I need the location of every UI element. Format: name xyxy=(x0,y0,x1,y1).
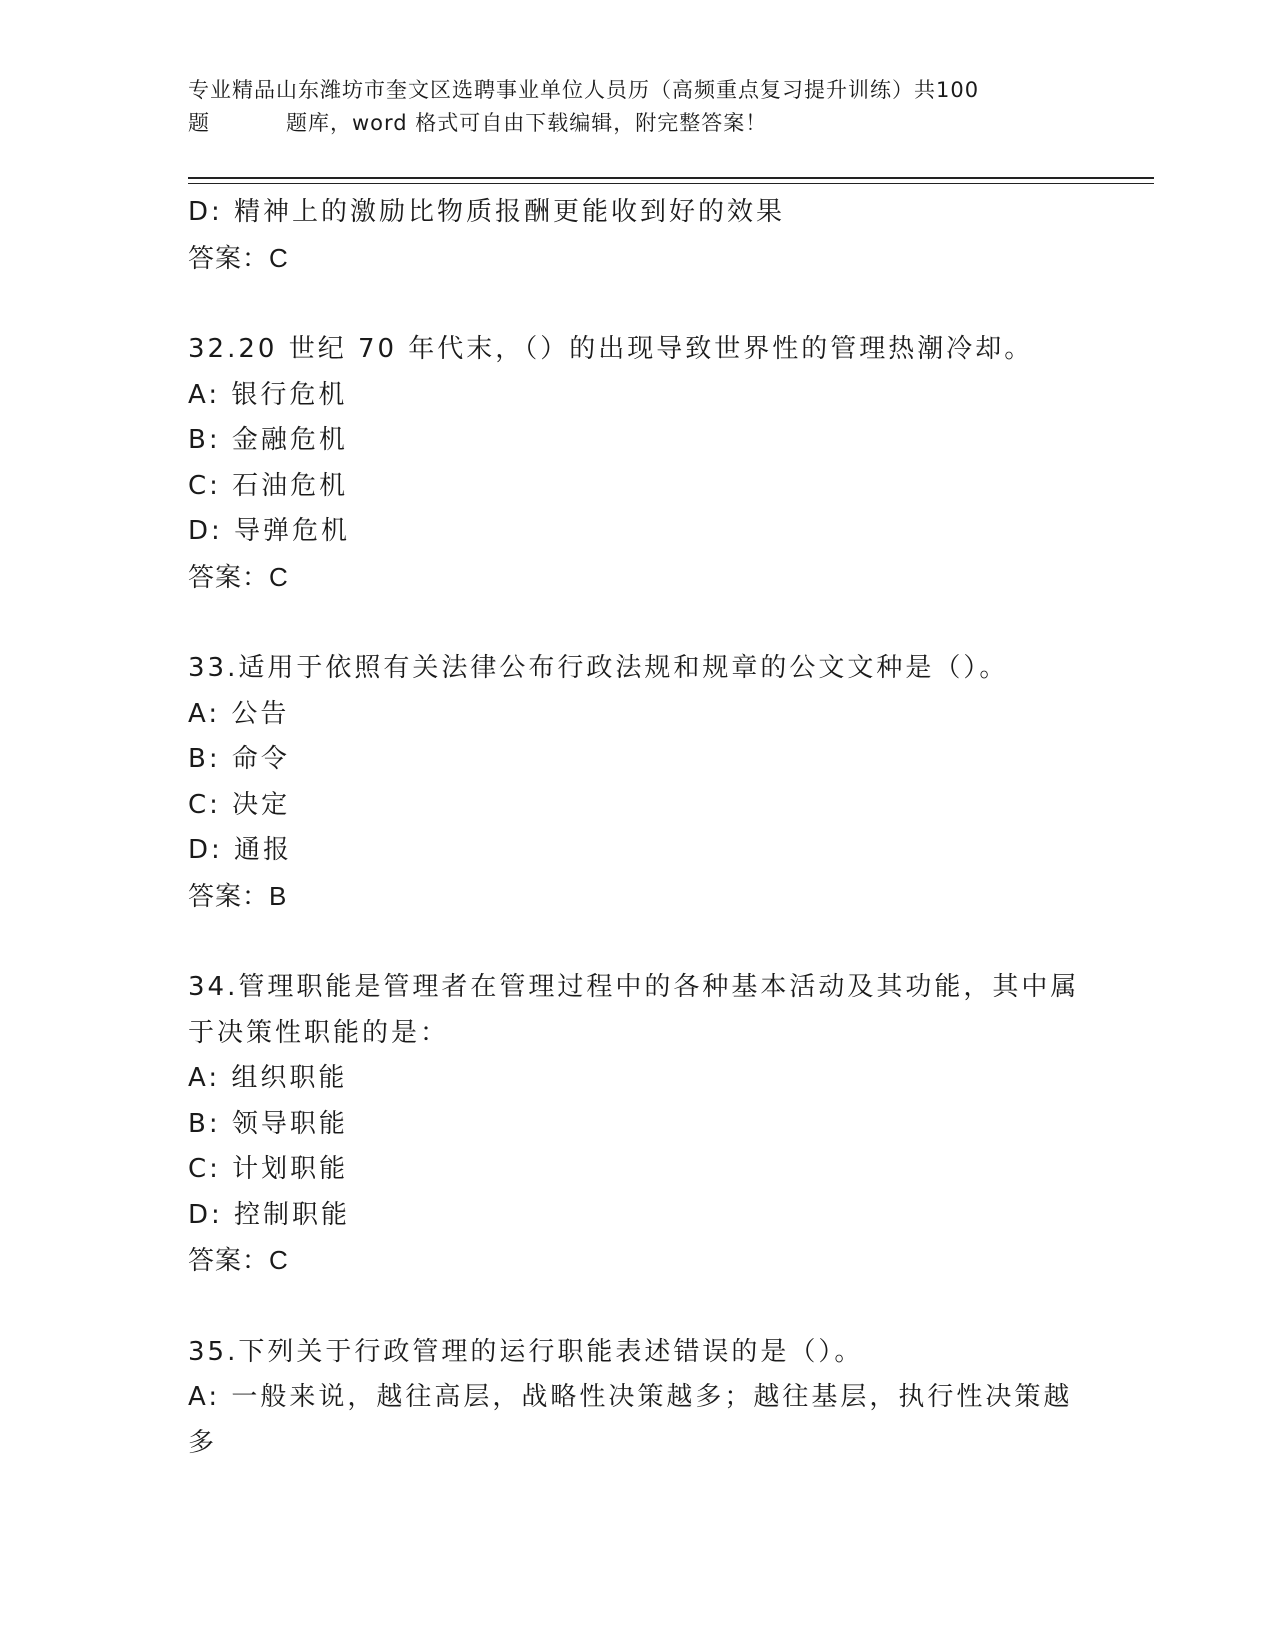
option-b: B: 金融危机 xyxy=(188,425,348,455)
question-35 xyxy=(188,1330,1088,1467)
question-32 xyxy=(188,327,1088,600)
answer-line: 答案：C xyxy=(188,561,289,592)
header-divider-thin xyxy=(188,183,1154,184)
header-title-line2-end: 题库，word 格式可自由下载编辑，附完整答案！ xyxy=(286,111,768,135)
question-list xyxy=(188,190,1088,1466)
answer-line: 答案：C xyxy=(188,1245,289,1275)
question-33 xyxy=(188,646,1088,919)
option-a: A: 银行危机 xyxy=(188,379,348,410)
question-stem-line2: 于决策性职能的是： xyxy=(188,1017,450,1048)
option-c: C: 计划职能 xyxy=(188,1154,349,1184)
option-c: C: 石油危机 xyxy=(188,470,349,501)
header-divider-thick xyxy=(188,177,1154,179)
option-d: D: 控制职能 xyxy=(188,1199,351,1230)
header-title-line1: 专业精品山东潍坊市奎文区选聘事业单位人员历（高频重点复习提升训练）共100 xyxy=(188,78,980,102)
option-d: D: 导弹危机 xyxy=(188,516,351,546)
option-b: B: 领导职能 xyxy=(188,1108,348,1139)
option-a-line1: A: 一般来说，越往高层，战略性决策越多；越往基层，执行性决策越 xyxy=(188,1382,1073,1412)
question-stem: 35.下列关于行政管理的运行职能表述错误的是（）。 xyxy=(188,1336,864,1367)
option-d: D: 通报 xyxy=(188,835,293,865)
question-stem: 33.适用于依照有关法律公布行政法规和规章的公文文种是（）。 xyxy=(188,653,1009,683)
header-title-line2-start: 题 xyxy=(188,111,210,135)
page-header xyxy=(188,74,1088,140)
option-c: C: 决定 xyxy=(188,789,291,820)
question-stem: 32.20 世纪 70 年代末，（）的出现导致世界性的管理热潮冷却。 xyxy=(188,334,1034,364)
answer-line: 答案：C xyxy=(188,242,289,273)
question-34 xyxy=(188,965,1088,1284)
answer-line: 答案：B xyxy=(188,880,288,911)
option-b: B: 命令 xyxy=(188,744,290,774)
option-d: D: 精神上的激励比物质报酬更能收到好的效果 xyxy=(188,197,786,227)
option-a-line2: 多 xyxy=(188,1427,218,1458)
header-title-line2 xyxy=(188,107,1088,140)
question-stem-line1: 34.管理职能是管理者在管理过程中的各种基本活动及其功能，其中属 xyxy=(188,972,1080,1002)
option-a: A: 公告 xyxy=(188,698,290,729)
option-a: A: 组织职能 xyxy=(188,1063,348,1093)
